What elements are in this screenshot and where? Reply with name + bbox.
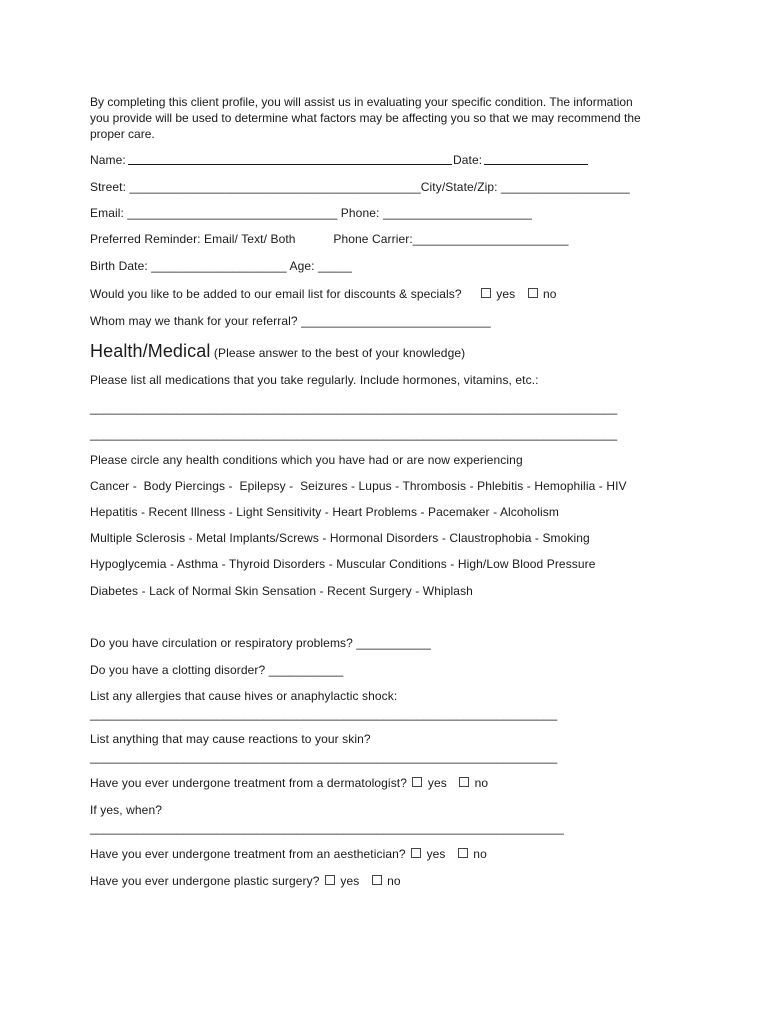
aesthetician-row — [90, 846, 487, 862]
circulation-line[interactable]: Do you have circulation or respiratory problems? ___________ — [90, 636, 431, 650]
yes-label: yes — [340, 874, 360, 888]
email-list-no-checkbox[interactable] — [528, 288, 538, 298]
email-list-question: Would you like to be added to our email list for discounts & specials? — [90, 287, 462, 301]
no-label: no — [474, 776, 489, 790]
skin-prompt: List anything that may cause reactions to your skin? — [90, 732, 371, 746]
yes-label: yes — [496, 287, 516, 301]
no-label: no — [387, 874, 401, 888]
intro-paragraph — [90, 94, 680, 142]
health-subheading: (Please answer to the best of your knowledge) — [213, 346, 466, 360]
plastic-surgery-question: Have you ever undergone plastic surgery? — [90, 874, 320, 888]
date-label: Date: — [453, 153, 483, 167]
email-list-row — [90, 286, 557, 302]
conditions-line[interactable]: Cancer - Body Piercings - Epilepsy - Seizures - Lupus - Thrombosis - Phlebitis - Hemophilia - HIV — [90, 479, 627, 493]
conditions-line[interactable]: Diabetes - Lack of Normal Skin Sensation - Recent Surgery - Whiplash — [90, 584, 473, 598]
plastic-surgery-row — [90, 873, 401, 889]
allergies-prompt: List any allergies that cause hives or anaphylactic shock: — [90, 689, 398, 703]
name-field[interactable] — [128, 164, 452, 165]
medications-blank-1[interactable]: _______________________________________________________________________________ — [90, 401, 618, 415]
yes-label: yes — [426, 847, 446, 861]
yes-label: yes — [427, 776, 447, 790]
medications-prompt: Please list all medications that you take regularly. Include hormones, vitamins, etc.: — [90, 373, 539, 387]
date-field[interactable] — [484, 164, 588, 165]
plastic-surgery-yes-checkbox[interactable] — [325, 875, 335, 885]
birth-date-line[interactable]: Birth Date: ____________________ Age: _____ — [90, 259, 352, 273]
email-line[interactable]: Email: _______________________________ Phone: ______________________ — [90, 206, 532, 220]
intro-line: proper care. — [90, 127, 155, 141]
conditions-line[interactable]: Hypoglycemia - Asthma - Thyroid Disorders - Muscular Conditions - High/Low Blood Pressure — [90, 557, 596, 571]
street-line[interactable]: Street: ___________________________________________City/State/Zip: ___________________ — [90, 180, 630, 194]
dermatologist-question: Have you ever undergone treatment from a dermatologist? — [90, 776, 408, 790]
dermatologist-no-checkbox[interactable] — [459, 777, 469, 787]
no-label: no — [542, 287, 557, 301]
reminder-line[interactable]: Preferred Reminder: Email/ Text/ Both Phone Carrier:_______________________ — [90, 232, 569, 246]
if-yes-when: If yes, when? — [90, 803, 163, 817]
dermatologist-yes-checkbox[interactable] — [412, 777, 422, 787]
intro-line: you provide will be used to determine what factors may be affecting you so that we may recommend the — [90, 111, 641, 125]
skin-blank[interactable]: ______________________________________________________________________ — [90, 750, 558, 764]
no-label: no — [473, 847, 487, 861]
clotting-line[interactable]: Do you have a clotting disorder? ___________ — [90, 663, 344, 677]
aesthetician-question: Have you ever undergone treatment from an aesthetician? — [90, 847, 406, 861]
allergies-blank[interactable]: ______________________________________________________________________ — [90, 707, 558, 721]
conditions-prompt: Please circle any health conditions which you have had or are now experiencing — [90, 453, 523, 467]
medications-blank-2[interactable]: _______________________________________________________________________________ — [90, 427, 618, 441]
plastic-surgery-no-checkbox[interactable] — [372, 875, 382, 885]
name-label: Name: — [90, 153, 126, 167]
referral-line[interactable]: Whom may we thank for your referral? ____________________________ — [90, 314, 491, 328]
intro-line: By completing this client profile, you will assist us in evaluating your specific condition. The information — [90, 95, 633, 109]
health-heading: Health/Medical — [90, 341, 211, 361]
health-heading-row — [90, 340, 465, 364]
aesthetician-no-checkbox[interactable] — [458, 848, 468, 858]
conditions-line[interactable]: Multiple Sclerosis - Metal Implants/Screws - Hormonal Disorders - Claustrophobia - Smoking — [90, 531, 590, 545]
if-yes-when-blank[interactable]: _______________________________________________________________________ — [90, 821, 564, 835]
dermatologist-row — [90, 775, 488, 791]
email-list-yes-checkbox[interactable] — [481, 288, 491, 298]
conditions-line[interactable]: Hepatitis - Recent Illness - Light Sensitivity - Heart Problems - Pacemaker - Alcoholism — [90, 505, 559, 519]
aesthetician-yes-checkbox[interactable] — [411, 848, 421, 858]
